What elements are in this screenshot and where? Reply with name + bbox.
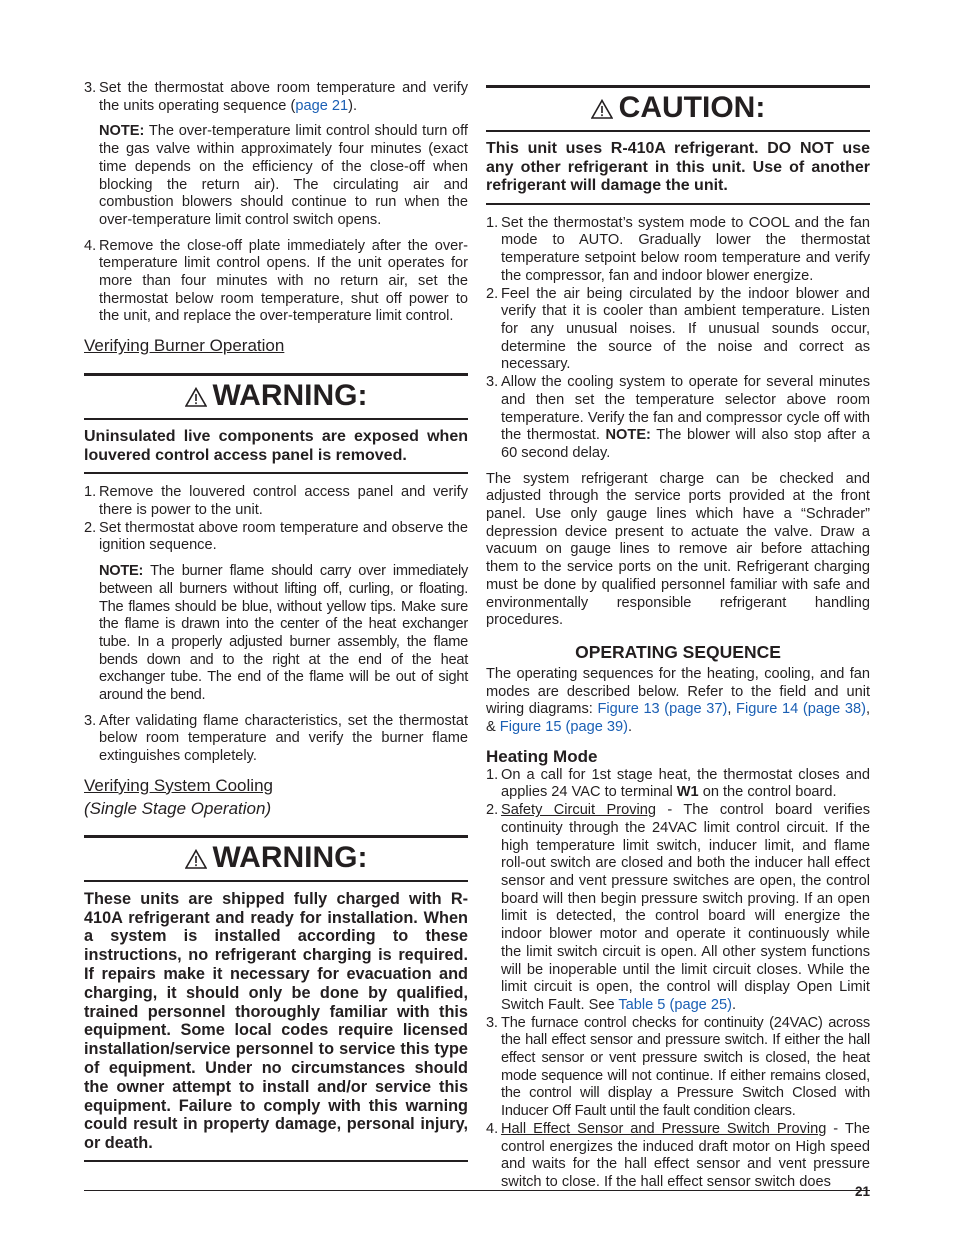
list-item: 1. Remove the louvered control access panel and verify there is power to the unit. xyxy=(84,484,468,519)
left-column xyxy=(84,80,468,1162)
heating-steps xyxy=(486,767,870,1192)
intro-steps-cont xyxy=(84,238,468,327)
caution-title: CAUTION: xyxy=(486,88,870,132)
opseq-paragraph: The operating sequences for the heating, cooling, and fan modes are described below. Refer to the field and unit wiring diagrams: Figure 13 (page 37), Figure 14 (page 38), & Figure 15 (page 39). xyxy=(486,665,871,736)
warning-title: WARNING: xyxy=(84,838,468,882)
burner-steps xyxy=(84,484,468,555)
page-link[interactable]: page 21 xyxy=(295,97,349,114)
warning-triangle-icon xyxy=(185,849,207,869)
warning-box xyxy=(84,835,468,1162)
intro-steps xyxy=(84,80,468,115)
figure-15-link[interactable]: Figure 15 (page 39) xyxy=(499,719,628,736)
burner-steps-cont xyxy=(84,713,468,766)
list-item: 3. After validating flame characteristics, set the thermostat below room temperature and verify the burner flame extinguishes completely. xyxy=(84,712,468,765)
table-5-link[interactable]: Table 5 (page 25) xyxy=(618,996,732,1013)
heating-mode-heading: Heating Mode xyxy=(486,746,598,766)
cooling-heading: Verifying System Cooling xyxy=(84,775,273,795)
note-paragraph: NOTE: The over-temperature limit control should turn off the gas valve within approximately four minutes (exact time depends on the efficiency of the close-off when blocking the return air). The circulating air and combustion blowers should continue to run when the over-temperature limit control switch opens. xyxy=(99,123,468,228)
list-item: 4. Remove the close-off plate immediately after the over-temperature limit control opens. If the unit operates for more than four minutes with no return air, set the thermostat below room temperature, shut off power to the unit, and replace the over-temperature limit control. xyxy=(84,237,468,325)
warning-title: WARNING: xyxy=(84,376,468,420)
charge-paragraph: The system refrigerant charge can be checked and adjusted through the service ports provided at the front panel. Use only gauge lines which have a “Schrader” depression device present to actuate the valve. Draw a vacuum on gauge lines to remove air before attaching them to the service ports on the unit. Refrigerant charging must be done by qualified personnel familiar with safe and environmentally responsible refrigerant handling procedures. xyxy=(486,470,870,629)
list-item: 2. Set thermostat above room temperature and observe the ignition sequence. xyxy=(84,519,468,554)
list-item: 3. Set the thermostat above room temperature and verify the units operating sequence (page 21). xyxy=(84,80,468,114)
list-item: 1. On a call for 1st stage heat, the thermostat closes and applies 24 VAC to terminal W1 on the control board. xyxy=(486,766,870,801)
warning-body: Uninsulated live components are exposed when louvered control access panel is removed. xyxy=(84,428,468,464)
list-item: 1. Set the thermostat’s system mode to COOL and the fan mode to AUTO. Gradually lower the thermostat temperature setpoint below room temperature and verify the compressor, fan and indoor blower energize. xyxy=(486,214,870,284)
list-item: 2. Safety Circuit Proving - The control board verifies continuity through the 24VAC limit control circuit. If the high temperature limit switch, inducer limit, and flame roll-out switch are closed and both the inducer hall effect sensor and vent pressure switches are open, the control board will then begin pressure switch proving. If an open limit is detected, the control board will energize the indoor blower motor and operate it continuously while the limit switch circuit is open. All other system functions will be inoperable until the limit circuit closes. While the limit circuit is open, the control will display Open Limit Switch Fault. See Table 5 (page 25). xyxy=(486,802,870,1013)
list-item: 4. Hall Effect Sensor and Pressure Switch Proving - The control energizes the induced draft motor on High speed and waits for the hall effect sensor and vent pressure switch to close. If the hall effect sensor switch does xyxy=(486,1120,871,1190)
note-paragraph: NOTE: The burner flame should carry over immediately between all burners without lifting off, curling, or floating. The flames should be blue, without yellow tips. Make sure the flame is drawn into the center of the heat exchanger tube. In a properly adjusted burner assembly, the flame bends down and to the right at the end of the heat exchanger tube. The end of the flame will be out of sight around the bend. xyxy=(99,563,468,704)
warning-box xyxy=(84,373,468,474)
list-item: 2. Feel the air being circulated by the indoor blower and verify that it is cooler than ambient temperature. Listen for any unusual noises. If unusual sounds occur, determine the source of the noise and correct as necessary. xyxy=(486,285,870,373)
warning-body: These units are shipped fully charged with R-410A refrigerant and ready for installation. When a system is installed according to these instructions, no refrigerant charging is required. If repairs make it necessary for evacuation and charging, it should only be done by qualified, trained personnel thoroughly familiar with this equipment. Some local codes require licensed installation/service personnel to service this type of equipment. Under no circumstances should the owner attempt to install and/or service this equipment. Failure to comply with this warning could result in property damage, personal injury, or death. xyxy=(84,889,468,1153)
footer-rule xyxy=(84,1190,870,1191)
figure-13-link[interactable]: Figure 13 (page 37) xyxy=(597,701,728,718)
figure-14-link[interactable]: Figure 14 (page 38) xyxy=(736,701,866,718)
caution-box xyxy=(486,85,870,205)
right-column xyxy=(486,85,870,1192)
list-item: 3. The furnace control checks for continuity (24VAC) across the hall effect sensor and pressure switch. If either the hall effect sensor or vent pressure switch is closed, the heat mode sequence will not continue. If either remains closed, the control will display a Pressure Switch Closed with Inducer Off Fault until the fault condition clears. xyxy=(486,1014,870,1120)
caution-body: This unit uses R-410A refrigerant. DO NOT use any other refrigerant in this unit. Use of another refrigerant will damage the unit. xyxy=(486,140,870,195)
list-item: 3. Allow the cooling system to operate for several minutes and then set the temperature selector above room temperature. Verify the fan and compressor cycle off with the thermostat. NOTE: The blower will also stop after a 60 second delay. xyxy=(486,374,870,461)
cooling-subheading: (Single Stage Operation) xyxy=(84,798,272,818)
burner-heading: Verifying Burner Operation xyxy=(84,336,285,356)
warning-triangle-icon xyxy=(591,99,613,119)
operating-sequence-heading: OPERATING SEQUENCE xyxy=(575,641,781,662)
warning-triangle-icon xyxy=(185,387,207,407)
cooling-steps xyxy=(486,215,870,463)
page-number: 21 xyxy=(854,1184,870,1199)
